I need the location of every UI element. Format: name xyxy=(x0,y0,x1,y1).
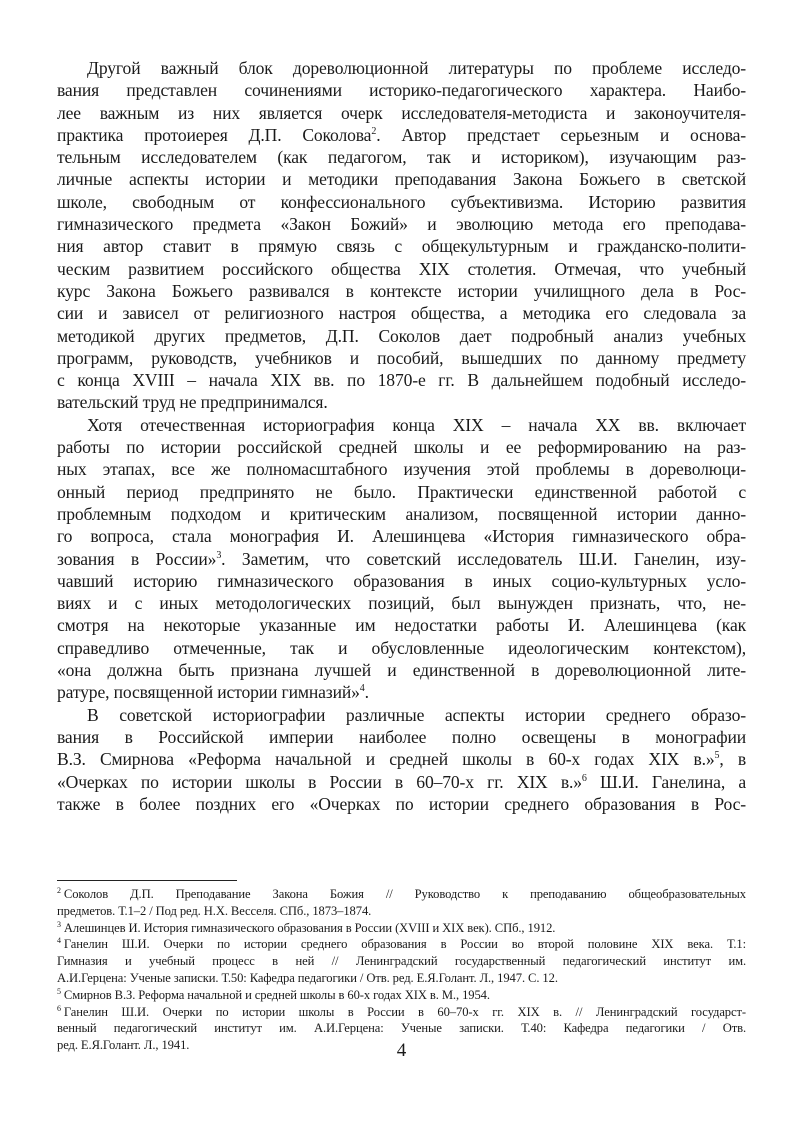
paragraph xyxy=(57,414,746,704)
footnote-ref: 4 xyxy=(359,683,365,695)
text-line: онный период предпринято не было. Практически единственной работой с xyxy=(57,481,746,502)
footnotes xyxy=(57,886,746,1054)
footnote-ref: 3 xyxy=(216,549,222,561)
footnote-line: Гимназия и учебный процесс в ней // Ленинградский государственный педагогический институт им. xyxy=(57,954,746,969)
text-line: чавший историю гимназического образования в иных социо-культурных усло- xyxy=(57,570,746,591)
paragraph xyxy=(57,57,746,414)
text-line: смотря на некоторые указанные им недостатки работы И. Алешинцева (как xyxy=(57,615,746,636)
footnote-line: $^6$ Ганелин Ш.И. Очерки по истории школы в России в 60–70-х гг. XIX в. // Ленинградский государст- xyxy=(57,1003,746,1019)
text-line: программ, руководств, учебников и пособий, вышедших по данному предмету xyxy=(57,347,746,368)
footnote-line: $^3$ Алешинцев И. История гимназического образования в России (XVIII и XIX век). СПб., 1912. xyxy=(57,919,556,935)
footnote xyxy=(57,987,746,1004)
text-line: справедливо отмеченные, так и обусловленные идеологическим контекстом), xyxy=(57,637,746,658)
text-line: вательский труд не предпринимался. xyxy=(57,392,328,413)
text-line: сии и зависел от религиозного настроя общества, а методика его следовала за xyxy=(57,303,746,324)
text-line: ных этапах, все же полномасштабного изучения этой проблемы в дореволюци- xyxy=(57,459,746,480)
footnote-line: ред. Е.Я.Голант. Л., 1941. xyxy=(57,1038,190,1053)
paragraph xyxy=(57,704,746,815)
text-line: лее важным из них является очерк исследователя-методиста и законоучителя- xyxy=(57,102,746,123)
footnote xyxy=(57,886,746,920)
text-line: зования в России»$^3$. Заметим, что советский исследователь Ш.И. Ганелин, изу- xyxy=(57,548,746,569)
footnote-ref: 5 xyxy=(714,750,720,762)
footnote-mark: 4 xyxy=(57,936,61,946)
text-line: школе, свободным от конфессионального субъективизма. Историю развития xyxy=(57,191,746,212)
footnote-mark: 5 xyxy=(57,986,61,996)
footnote-line: $^4$ Ганелин Ш.И. Очерки по истории среднего образования в России во второй половине XIX века. Т.1: xyxy=(57,936,746,952)
footnote-mark: 6 xyxy=(57,1003,61,1013)
footnote-mark: 3 xyxy=(57,919,61,929)
text-line: вания в Российской империи наиболее полно освещены в монографии xyxy=(57,726,746,747)
footnote-line: $^2$ Соколов Д.П. Преподавание Закона Божия // Руководство к преподаванию общеобразовательных xyxy=(57,886,746,901)
text-line: Хотя отечественная историография конца XIX – начала XX вв. включает xyxy=(87,414,746,435)
text-line: ратуре, посвященной истории гимназий»$^4$. xyxy=(57,682,369,703)
footnote xyxy=(57,936,746,986)
main-text xyxy=(57,57,746,815)
footnote-ref: 6 xyxy=(581,772,587,784)
text-line: курс Закона Божьего развивался в контексте истории училищного дела в Рос- xyxy=(57,280,746,301)
text-line: практика протоиерея Д.П. Соколова$^2$. Автор предстает серьезным и основа- xyxy=(57,124,746,145)
text-line: В советской историографии различные аспекты истории среднего образо- xyxy=(87,704,746,725)
text-line: го вопроса, стала монография И. Алешинцева «История гимназического обра- xyxy=(57,526,746,547)
text-line: «Очерках по истории школы в России в 60–70-х гг. XIX в.»$^6$ Ш.И. Ганелина, а xyxy=(57,771,746,792)
text-line: методикой других предметов, Д.П. Соколов дает подробный анализ учебных xyxy=(57,325,746,346)
text-line: ния автор ставит в прямую связь с общекультурным и гражданско-полити- xyxy=(57,236,746,257)
text-line: также в более поздних его «Очерках по истории среднего образования в Рос- xyxy=(57,793,746,814)
text-line: личные аспекты истории и методики преподавания Закона Божьего в светской xyxy=(57,169,746,190)
text-line: тельным исследователем (как педагогом, так и историком), изучающим раз- xyxy=(57,147,746,168)
footnote-line: А.И.Герцена: Ученые записки. Т.50: Кафедра педагогики / Отв. ред. Е.Я.Голант. Л., 1947. С. 12. xyxy=(57,970,558,985)
footnote-mark: 2 xyxy=(57,886,61,895)
text-line: В.З. Смирнова «Реформа начальной и средней школы в 60-х годах XIX в.»$^5$, в xyxy=(57,749,746,770)
text-line: Другой важный блок дореволюционной литературы по проблеме исследо- xyxy=(87,58,746,78)
text-line: гимназического предмета «Закон Божий» и эволюцию метода его преподава- xyxy=(57,214,746,235)
text-line: ческим развитием российского общества XIX столетия. Отмечая, что учебный xyxy=(57,258,746,279)
footnote xyxy=(57,920,746,937)
text-line: проблемным подходом и критическим анализом, посвященной истории данно- xyxy=(57,503,746,524)
footnote-line: венный педагогический институт им. А.И.Герцена: Ученые записки. Т.40: Кафедра педагогики / Отв. xyxy=(57,1021,746,1036)
text-line: вания представлен сочинениями историко-педагогического характера. Наибо- xyxy=(57,80,746,101)
text-line: виях и с иных методологических позиций, был вынужден признать, что, не- xyxy=(57,593,746,614)
text-line: работы по истории российской средней школы и ее реформированию на раз- xyxy=(57,437,746,458)
footnote-separator xyxy=(57,880,237,881)
footnote-line: $^5$ Смирнов В.З. Реформа начальной и средней школы в 60-х годах XIX в. М., 1954. xyxy=(57,986,490,1002)
text-line: с конца XVIII – начала XIX вв. по 1870-е гг. В дальнейшем подобный исследо- xyxy=(57,370,746,391)
footnote-line: предметов. Т.1–2 / Под ред. Н.Х. Весселя. СПб., 1873–1874. xyxy=(57,903,372,918)
footnote-ref: 2 xyxy=(371,125,377,137)
page-number: 4 xyxy=(396,1040,407,1061)
text-line: «она должна быть признана лучшей и единственной в дореволюционной лите- xyxy=(57,660,746,681)
